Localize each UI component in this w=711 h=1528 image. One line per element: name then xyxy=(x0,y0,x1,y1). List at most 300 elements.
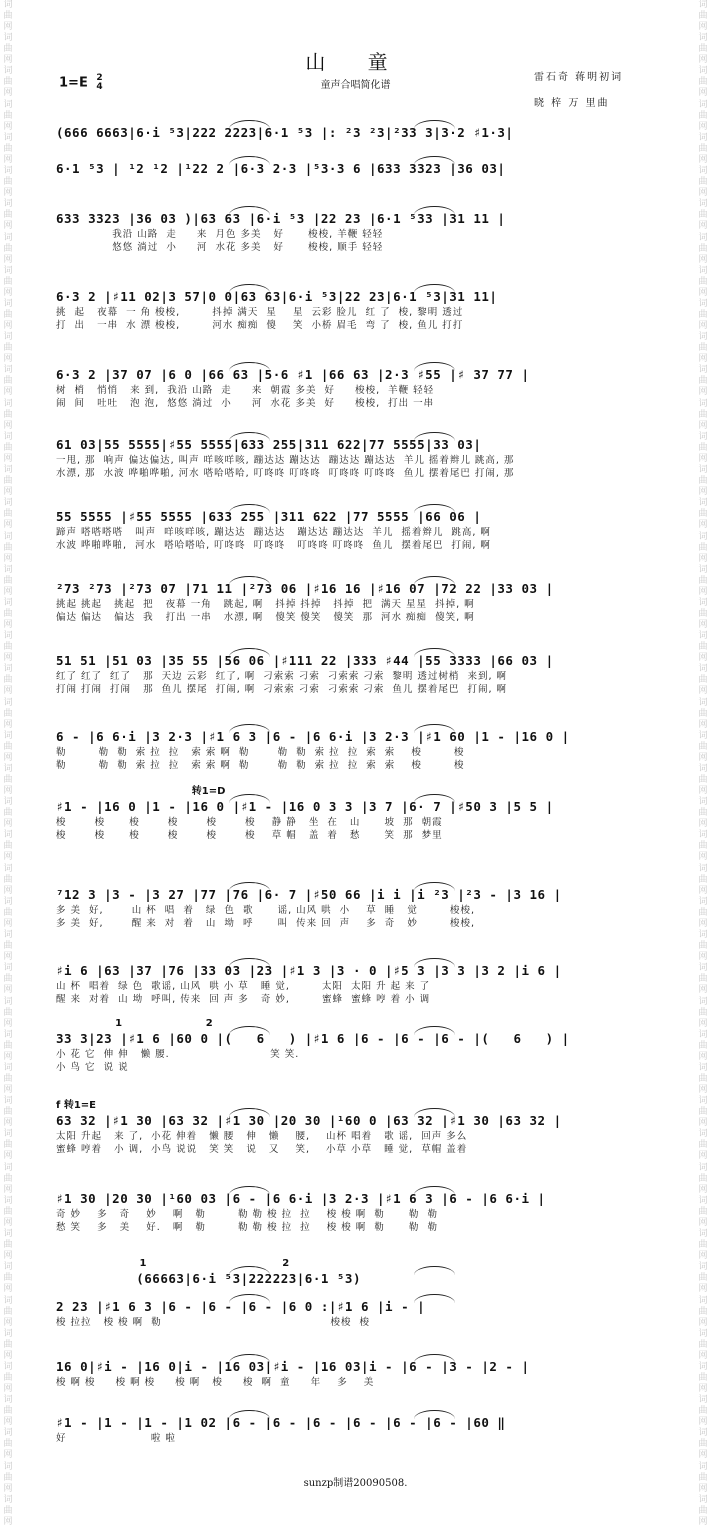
watermark-char: 词 xyxy=(698,332,708,343)
watermark-char: 词 xyxy=(698,33,708,44)
score-system xyxy=(56,652,634,696)
watermark-char: 曲 xyxy=(698,808,708,819)
watermark-char: 曲 xyxy=(698,1339,708,1350)
watermark-char: 词 xyxy=(3,465,13,476)
watermark-char: 曲 xyxy=(3,708,13,719)
watermark-char: 网 xyxy=(3,686,13,697)
watermark-char: 词 xyxy=(698,1029,708,1040)
watermark-char: 网 xyxy=(3,985,13,996)
subtitle: 童声合唱简化谱 xyxy=(320,80,391,91)
watermark-char: 曲 xyxy=(698,110,708,121)
watermark-char: 曲 xyxy=(3,841,13,852)
watermark-char: 词 xyxy=(3,1029,13,1040)
watermark-char: 词 xyxy=(3,498,13,509)
lyric-line: 悠悠 淌过 小 河 水花 多美 好 梭梭, 顺手 轻轻 xyxy=(56,242,384,253)
watermark-char: 网 xyxy=(698,619,708,630)
score-marking: f 转1=E xyxy=(56,1100,96,1111)
notation-line: ♯i 6 |63 |37 |76 |33 03 |23 |♯1 3 |3 · 0 |♯5 3 |3 3 |3 2 |i 6 | xyxy=(56,963,562,978)
lyric-line: 挑起 挑起 挑起 把 夜幕 一角 跳起, 啊 抖掉 抖掉 抖掉 把 满天 星星 抖掉, 啊 xyxy=(56,599,475,610)
watermark-char: 网 xyxy=(698,487,708,498)
slur-mark xyxy=(414,1410,454,1419)
watermark-char: 词 xyxy=(698,0,708,10)
watermark-char: 网 xyxy=(698,1217,708,1228)
watermark-char: 曲 xyxy=(3,110,13,121)
watermark-char: 词 xyxy=(698,1395,708,1406)
watermark-left xyxy=(1,0,15,1528)
slur-mark xyxy=(229,724,269,733)
watermark-char: 词 xyxy=(3,1229,13,1240)
watermark-char: 词 xyxy=(698,199,708,210)
watermark-char: 词 xyxy=(698,830,708,841)
watermark-char: 词 xyxy=(3,1195,13,1206)
watermark-char: 曲 xyxy=(698,442,708,453)
notation-line: ♯1 - |1 - |1 - |1 02 |6 - |6 - |6 - |6 - |6 - |6 - |60 ‖ xyxy=(56,1415,506,1430)
watermark-char: 曲 xyxy=(698,509,708,520)
notation-line: 6·3 2 |♯11 02|3 57|0 0|63 63|6·i ⁵3|22 23|6·1 ⁵3|31 11| xyxy=(56,289,498,304)
watermark-char: 词 xyxy=(3,66,13,77)
watermark-char: 网 xyxy=(3,1051,13,1062)
lyric-line: 水波 哗啪哗啪, 河水 嗒哈嗒哈, 叮咚咚 叮咚咚 叮咚咚 叮咚咚 鱼儿 摆着尾巴 打闹, 啊 xyxy=(56,540,491,551)
slur-mark xyxy=(414,1354,454,1363)
watermark-char: 网 xyxy=(698,1085,708,1095)
watermark-char: 网 xyxy=(698,1317,708,1328)
watermark-char: 网 xyxy=(3,22,13,32)
watermark-char: 词 xyxy=(698,730,708,741)
notation-line: 63 32 |♯1 30 |63 32 |♯1 30 |20 30 |¹60 0 |63 32 |♯1 30 |63 32 | xyxy=(56,1113,562,1128)
watermark-char: 词 xyxy=(3,597,13,608)
watermark-char: 曲 xyxy=(698,343,708,354)
watermark-char: 网 xyxy=(698,354,708,365)
slur-mark xyxy=(229,648,269,657)
slur-mark xyxy=(414,156,454,165)
watermark-char: 曲 xyxy=(698,143,708,154)
watermark-char: 曲 xyxy=(3,874,13,885)
watermark-char: 网 xyxy=(698,553,708,564)
score-system xyxy=(56,288,634,332)
score-system xyxy=(56,1358,634,1389)
watermark-char: 网 xyxy=(3,1516,13,1527)
watermark-char: 网 xyxy=(3,586,13,597)
watermark-char: 曲 xyxy=(698,476,708,487)
watermark-char: 网 xyxy=(698,1184,708,1195)
slur-mark xyxy=(414,120,454,129)
slur-mark xyxy=(414,882,454,891)
lyric-line: 偏达 偏达 偏达 我 打出 一串 水漂, 啊 傻笑 傻笑 傻笑 那 河水 痴痴 傻笑, 啊 xyxy=(56,612,475,623)
slur-mark xyxy=(414,724,454,733)
watermark-char: 曲 xyxy=(3,1107,13,1118)
watermark-char: 曲 xyxy=(3,1173,13,1184)
notation-line: 33 3|23 |♯1 6 |60 0 |( 6 ) |♯1 6 |6 - |6 - |6 - |( 6 ) | xyxy=(56,1031,570,1046)
watermark-char: 曲 xyxy=(698,210,708,221)
watermark-char: 网 xyxy=(698,320,708,331)
watermark-char: 词 xyxy=(3,1262,13,1273)
watermark-char: 词 xyxy=(698,498,708,509)
watermark-char: 词 xyxy=(3,1328,13,1339)
watermark-char: 网 xyxy=(3,719,13,730)
watermark-char: 曲 xyxy=(698,1040,708,1051)
watermark-char: 词 xyxy=(3,1063,13,1073)
notation-line: ⁷12 3 |3 - |3 27 |77 |76 |6· 7 |♯50 66 |i i |i ²3 |²3 - |3 16 | xyxy=(56,887,562,902)
watermark-char: 网 xyxy=(3,320,13,331)
lyric-line: 蜜蜂 哼着 小 调, 小鸟 说说 笑 笑 说 又 笑, 小草 小草 睡 觉, 草帽 盖着 xyxy=(56,1144,468,1155)
slur-mark xyxy=(414,1186,454,1195)
notation-line: 16 0|♯i - |16 0|i - |16 03|♯i - |16 03|i - |6 - |3 - |2 - | xyxy=(56,1359,530,1374)
notation-line: 2 23 |♯1 6 3 |6 - |6 - |6 - |6 0 :|♯1 6 |i - | xyxy=(56,1299,426,1314)
lyric-line: 勒 勒 勒 索 拉 拉 索 索 啊 勒 勒 勒 索 拉 拉 索 索 梭 梭 xyxy=(56,760,465,771)
watermark-char: 曲 xyxy=(3,1339,13,1350)
watermark-char: 网 xyxy=(698,453,708,464)
lyric-line: 红了 红了 红了 那 天边 云彩 红了, 啊 刁索索 刁索 刁索索 刁索 黎明 透过树梢 来到, 啊 xyxy=(56,671,508,682)
watermark-char: 词 xyxy=(3,1361,13,1372)
watermark-char: 曲 xyxy=(3,907,13,918)
watermark-char: 曲 xyxy=(698,675,708,686)
watermark-char: 网 xyxy=(698,752,708,763)
lyric-line: 梭 梭 梭 梭 梭 梭 静 静 坐 在 山 坡 那 朝霞 xyxy=(56,817,443,828)
watermark-char: 曲 xyxy=(698,1074,708,1084)
watermark-char: 网 xyxy=(698,1151,708,1162)
watermark-char: 词 xyxy=(3,830,13,841)
watermark-char: 词 xyxy=(3,963,13,974)
watermark-char: 词 xyxy=(698,631,708,642)
watermark-char: 网 xyxy=(698,1516,708,1527)
watermark-char: 网 xyxy=(698,387,708,398)
meter-bottom: 4 xyxy=(96,82,103,92)
watermark-char: 网 xyxy=(698,918,708,929)
watermark-char: 曲 xyxy=(698,708,708,719)
watermark-char: 网 xyxy=(3,1383,13,1394)
watermark-char: 网 xyxy=(698,1284,708,1295)
watermark-char: 曲 xyxy=(3,741,13,752)
watermark-char: 网 xyxy=(3,188,13,199)
watermark-char: 曲 xyxy=(3,608,13,619)
watermark-char: 网 xyxy=(698,1018,708,1029)
watermark-char: 曲 xyxy=(3,343,13,354)
notation-line: 6 - |6 6·i |3 2·3 |♯1 6 3 |6 - |6 6·i |3 2·3 |♯1 60 |1 - |16 0 | xyxy=(56,729,570,744)
score-system xyxy=(56,210,634,254)
slur-mark xyxy=(229,1410,269,1419)
watermark-char: 网 xyxy=(698,586,708,597)
watermark-char: 曲 xyxy=(3,509,13,520)
watermark-char: 网 xyxy=(698,719,708,730)
watermark-char: 词 xyxy=(698,1361,708,1372)
watermark-char: 词 xyxy=(698,99,708,110)
watermark-char: 曲 xyxy=(698,1173,708,1184)
watermark-char: 词 xyxy=(3,1162,13,1173)
watermark-char: 曲 xyxy=(3,77,13,88)
lyric-line: 树 梢 悄悄 来 到, 我沿 山路 走 来 朝霞 多美 好 梭梭, 羊鞭 轻轻 xyxy=(56,385,435,396)
watermark-char: 词 xyxy=(3,232,13,243)
score-system xyxy=(56,1258,634,1288)
watermark-char: 曲 xyxy=(698,841,708,852)
watermark-char: 词 xyxy=(698,996,708,1007)
watermark-char: 词 xyxy=(698,1295,708,1306)
lyric-line: 梭 梭 梭 梭 梭 梭 草 帽 盖 着 愁 笑 那 梦里 xyxy=(56,830,443,841)
lyric-line: 打 出 一串 水 漂 梭梭, 河水 痴痴 傻 笑 小桥 眉毛 弯 了 梭, 鱼儿 打打 xyxy=(56,320,464,331)
watermark-char: 曲 xyxy=(3,1406,13,1417)
watermark-char: 网 xyxy=(3,287,13,298)
watermark-char: 词 xyxy=(698,1129,708,1140)
watermark-char: 曲 xyxy=(3,1240,13,1251)
watermark-char: 网 xyxy=(3,885,13,896)
slur-mark xyxy=(229,362,269,371)
lyric-line: 打闹 打闹 打闹 那 鱼儿 摆尾 打闹, 啊 刁索索 刁索 刁索索 刁索 鱼儿 摆着尾巴 打闹, 啊 xyxy=(56,684,508,695)
watermark-char: 网 xyxy=(3,1085,13,1095)
watermark-char: 网 xyxy=(698,952,708,963)
watermark-char: 词 xyxy=(3,298,13,309)
watermark-char: 曲 xyxy=(698,941,708,952)
lyric-line: 太阳 升起 来 了, 小花 伸着 懒 腰 伸 懒 腰, 山杯 唱着 歌 谣, 回声 多么 xyxy=(56,1131,468,1142)
watermark-char: 曲 xyxy=(3,675,13,686)
lyric-line: 我沿 山路 走 来 月色 多美 好 梭梭, 羊鞭 轻轻 xyxy=(56,229,384,240)
watermark-char: 网 xyxy=(3,121,13,132)
watermark-char: 词 xyxy=(3,431,13,442)
slur-mark xyxy=(414,576,454,585)
notation-line: ²73 ²73 |²73 07 |71 11 |²73 06 |♯16 16 |♯16 07 |72 22 |33 03 | xyxy=(56,581,554,596)
watermark-char: 词 xyxy=(3,132,13,143)
meter-top: 2 xyxy=(96,73,103,83)
score-system xyxy=(56,1414,634,1445)
watermark-char: 词 xyxy=(3,730,13,741)
slur-mark xyxy=(414,362,454,371)
watermark-right xyxy=(696,0,710,1528)
watermark-char: 网 xyxy=(3,487,13,498)
watermark-char: 网 xyxy=(3,852,13,863)
watermark-char: 曲 xyxy=(3,309,13,320)
lyric-line: 梭 啊 梭 梭 啊 梭 梭 啊 梭 梭 啊 童 年 多 美 xyxy=(56,1377,375,1388)
watermark-char: 网 xyxy=(698,154,708,165)
notation-line: (66663|6·i ⁵3|222223|6·1 ⁵3) xyxy=(56,1271,361,1286)
watermark-char: 曲 xyxy=(3,1040,13,1051)
watermark-char: 词 xyxy=(698,930,708,941)
watermark-char: 曲 xyxy=(698,1007,708,1018)
slur-mark xyxy=(229,284,269,293)
watermark-char: 网 xyxy=(3,354,13,365)
watermark-char: 曲 xyxy=(698,1472,708,1483)
watermark-char: 词 xyxy=(3,1096,13,1107)
notation-line: 51 51 |51 03 |35 55 |56 06 |♯111 22 |333 ♯44 |55 3333 |66 03 | xyxy=(56,653,554,668)
watermark-char: 曲 xyxy=(3,542,13,553)
watermark-char: 网 xyxy=(698,22,708,32)
watermark-char: 网 xyxy=(698,686,708,697)
watermark-char: 网 xyxy=(3,387,13,398)
lyric-line: 梭 拉拉 梭 梭 啊 勒 梭梭 梭 xyxy=(56,1317,371,1328)
watermark-char: 曲 xyxy=(3,808,13,819)
watermark-char: 网 xyxy=(3,254,13,265)
watermark-char: 词 xyxy=(3,0,13,10)
lyric-line: 醒 来 对着 山 坳 呼叫, 传来 回 声 多 奇 妙, 蜜蜂 蜜蜂 哼 着 小 调 xyxy=(56,994,431,1005)
watermark-char: 曲 xyxy=(698,1206,708,1217)
watermark-char: 网 xyxy=(698,1118,708,1129)
score-system xyxy=(56,160,634,178)
watermark-char: 网 xyxy=(698,985,708,996)
score-system xyxy=(56,508,634,552)
watermark-char: 词 xyxy=(698,166,708,177)
watermark-char: 曲 xyxy=(698,874,708,885)
watermark-char: 网 xyxy=(3,1151,13,1162)
score-marking: 1 2 xyxy=(56,1018,213,1029)
watermark-char: 网 xyxy=(3,952,13,963)
lyricist-credit: 雷石奇 蒋明初词 xyxy=(534,72,624,83)
watermark-char: 词 xyxy=(698,764,708,775)
slur-mark xyxy=(229,1186,269,1195)
watermark-char: 曲 xyxy=(3,575,13,586)
watermark-char: 网 xyxy=(3,918,13,929)
score-system xyxy=(56,786,634,842)
slur-mark xyxy=(229,958,269,967)
watermark-char: 网 xyxy=(3,619,13,630)
watermark-char: 曲 xyxy=(698,608,708,619)
lyric-line: 多 美 好, 醒 来 对 着 山 坳 呼 叫 传来 回 声 多 奇 妙 梭梭, xyxy=(56,918,476,929)
watermark-char: 曲 xyxy=(698,1439,708,1450)
watermark-char: 词 xyxy=(698,365,708,376)
watermark-char: 网 xyxy=(698,653,708,664)
watermark-char: 曲 xyxy=(698,276,708,287)
watermark-char: 词 xyxy=(698,863,708,874)
watermark-char: 词 xyxy=(698,1461,708,1472)
slur-mark xyxy=(414,1294,454,1303)
watermark-char: 词 xyxy=(3,664,13,675)
notation-line: 6·1 ⁵3 | ¹2 ¹2 |¹22 2 |6·3 2·3 |⁵3·3 6 |633 3323 |36 03| xyxy=(56,161,506,176)
watermark-char: 曲 xyxy=(3,409,13,420)
score-system xyxy=(56,1298,634,1329)
watermark-char: 网 xyxy=(698,88,708,99)
watermark-char: 曲 xyxy=(698,177,708,188)
watermark-char: 词 xyxy=(698,1494,708,1505)
slur-mark xyxy=(229,1294,269,1303)
watermark-char: 网 xyxy=(3,1284,13,1295)
watermark-char: 网 xyxy=(698,520,708,531)
composer-credit: 晓 梓 万 里曲 xyxy=(534,98,610,109)
watermark-char: 网 xyxy=(698,1483,708,1494)
slur-mark xyxy=(414,206,454,215)
score-system xyxy=(56,1100,634,1156)
watermark-char: 词 xyxy=(3,764,13,775)
watermark-char: 网 xyxy=(3,653,13,664)
watermark-char: 网 xyxy=(3,1184,13,1195)
watermark-char: 词 xyxy=(3,1461,13,1472)
slur-mark xyxy=(414,648,454,657)
watermark-char: 词 xyxy=(3,1295,13,1306)
watermark-char: 词 xyxy=(3,365,13,376)
watermark-char: 网 xyxy=(698,420,708,431)
watermark-char: 曲 xyxy=(698,243,708,254)
watermark-char: 网 xyxy=(698,786,708,797)
watermark-char: 曲 xyxy=(698,1372,708,1383)
watermark-char: 网 xyxy=(3,1483,13,1494)
score-system xyxy=(56,580,634,624)
slur-mark xyxy=(229,576,269,585)
watermark-char: 词 xyxy=(3,199,13,210)
watermark-char: 曲 xyxy=(3,1306,13,1317)
watermark-char: 曲 xyxy=(698,1107,708,1118)
watermark-char: 词 xyxy=(698,1229,708,1240)
lyric-line: 挑 起 夜幕 一 角 梭梭, 抖掉 满天 星 星 云彩 脸儿 红 了 梭, 黎明 透过 xyxy=(56,307,464,318)
watermark-char: 曲 xyxy=(698,11,708,21)
watermark-char: 网 xyxy=(698,1417,708,1428)
slur-mark xyxy=(229,504,269,513)
watermark-char: 网 xyxy=(3,553,13,564)
watermark-char: 词 xyxy=(3,265,13,276)
watermark-char: 网 xyxy=(698,1450,708,1461)
notation-line: 6·3 2 |37 07 |6 0 |66 63 |5·6 ♯1 |66 63 |2·3 ♯55 |♯ 37 77 | xyxy=(56,367,530,382)
watermark-char: 曲 xyxy=(3,11,13,21)
watermark-char: 网 xyxy=(3,154,13,165)
watermark-char: 网 xyxy=(698,121,708,132)
watermark-char: 曲 xyxy=(3,1074,13,1084)
watermark-char: 网 xyxy=(3,520,13,531)
slur-mark xyxy=(414,432,454,441)
lyric-line: 奇 妙 多 奇 妙 啊 勒 勒 勒 梭 拉 拉 梭 梭 啊 勒 勒 勒 xyxy=(56,1209,438,1220)
watermark-char: 网 xyxy=(3,55,13,66)
score-system xyxy=(56,366,634,410)
watermark-char: 曲 xyxy=(3,210,13,221)
score-marking: 1 2 xyxy=(56,1258,290,1269)
watermark-char: 词 xyxy=(698,664,708,675)
watermark-char: 曲 xyxy=(698,309,708,320)
watermark-char: 网 xyxy=(3,1450,13,1461)
watermark-char: 网 xyxy=(698,55,708,66)
score-system xyxy=(56,728,634,772)
watermark-char: 词 xyxy=(3,33,13,44)
watermark-char: 网 xyxy=(3,1317,13,1328)
lyric-line: 勒 勒 勒 索 拉 拉 索 索 啊 勒 勒 勒 索 拉 拉 索 索 梭 梭 xyxy=(56,747,465,758)
watermark-char: 网 xyxy=(698,221,708,232)
watermark-char: 曲 xyxy=(3,376,13,387)
notation-line: 55 5555 |♯55 5555 |633 255 |311 622 |77 5555 |66 06 | xyxy=(56,509,482,524)
watermark-char: 词 xyxy=(698,697,708,708)
watermark-char: 词 xyxy=(3,332,13,343)
watermark-char: 词 xyxy=(3,631,13,642)
watermark-char: 词 xyxy=(3,863,13,874)
watermark-char: 词 xyxy=(698,398,708,409)
watermark-char: 词 xyxy=(698,431,708,442)
watermark-char: 词 xyxy=(698,232,708,243)
watermark-char: 曲 xyxy=(3,775,13,786)
lyric-line: 愁 笑 多 美 好. 啊 勒 勒 勒 梭 拉 拉 梭 梭 啊 勒 勒 勒 xyxy=(56,1222,438,1233)
watermark-char: 曲 xyxy=(3,442,13,453)
notation-line: ♯1 30 |20 30 |¹60 03 |6 - |6 6·i |3 2·3 |♯1 6 3 |6 - |6 6·i | xyxy=(56,1191,546,1206)
watermark-char: 词 xyxy=(3,564,13,575)
lyric-line: 水漂, 那 水波 哗啪哗啪, 河水 嗒哈嗒哈, 叮咚咚 叮咚咚 叮咚咚 叮咚咚 鱼儿 摆着尾巴 打闹, 那 xyxy=(56,468,515,479)
watermark-char: 曲 xyxy=(698,376,708,387)
lyric-line: 蹄声 嗒嗒嗒嗒 叫声 咩咳咩咳, 蹦达达 蹦达达 蹦达达 蹦达达 羊儿 摇着辫儿 跳高, 啊 xyxy=(56,527,491,538)
watermark-char: 网 xyxy=(3,786,13,797)
lyric-line: 好 啦 啦 xyxy=(56,1433,176,1444)
lyric-line: 小 鸟 它 说 说 xyxy=(56,1062,129,1073)
watermark-char: 曲 xyxy=(698,741,708,752)
watermark-char: 网 xyxy=(698,188,708,199)
watermark-char: 曲 xyxy=(3,1472,13,1483)
watermark-char: 词 xyxy=(698,465,708,476)
watermark-char: 曲 xyxy=(698,77,708,88)
lyric-line: 小 花 它 伸 伸 懒 腰. 笑 笑. xyxy=(56,1049,300,1060)
watermark-char: 曲 xyxy=(3,276,13,287)
watermark-char: 网 xyxy=(3,420,13,431)
watermark-char: 网 xyxy=(698,1383,708,1394)
score-system xyxy=(56,886,634,930)
watermark-char: 词 xyxy=(698,564,708,575)
lyric-line: 闹 间 吐吐 泡 泡, 悠悠 淌过 小 河 水花 多美 好 梭梭, 打出 一串 xyxy=(56,398,435,409)
slur-mark xyxy=(229,882,269,891)
watermark-char: 网 xyxy=(3,1018,13,1029)
watermark-char: 网 xyxy=(698,287,708,298)
watermark-char: 词 xyxy=(3,1494,13,1505)
watermark-char: 曲 xyxy=(3,1372,13,1383)
watermark-char: 曲 xyxy=(698,1406,708,1417)
watermark-char: 曲 xyxy=(3,476,13,487)
slur-mark xyxy=(229,156,269,165)
slur-mark xyxy=(414,284,454,293)
